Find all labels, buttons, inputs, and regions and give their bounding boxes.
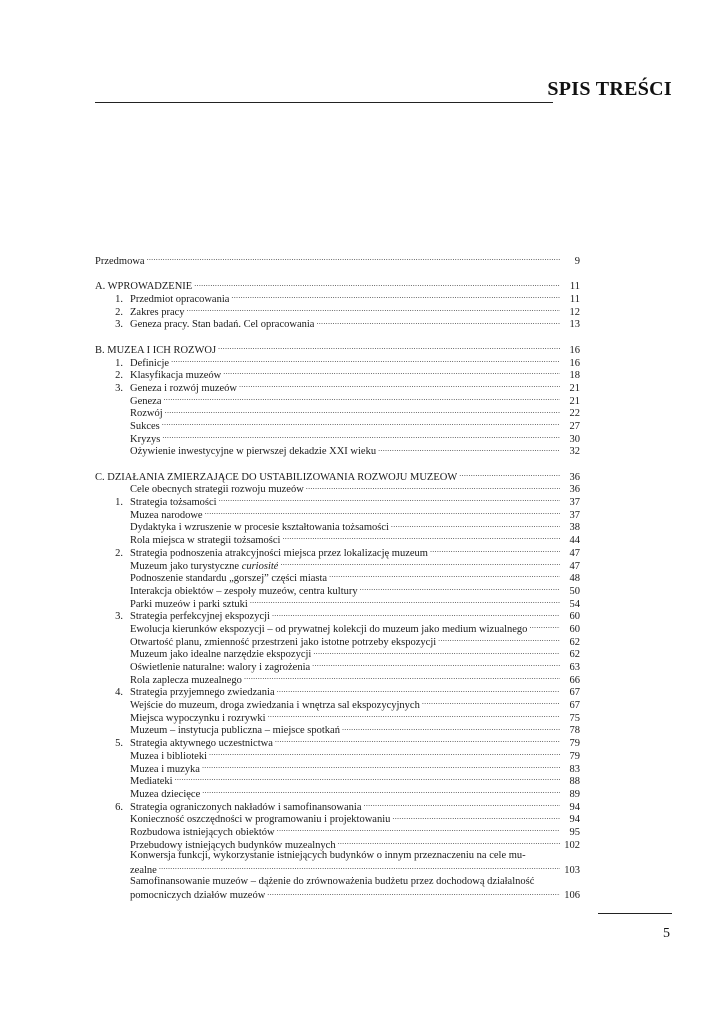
dot-leader bbox=[459, 470, 560, 480]
toc-entry[interactable] bbox=[95, 495, 580, 508]
toc-entry[interactable] bbox=[95, 482, 580, 495]
toc-entry-text: Oświetlenie naturalne: walory i zagrożenia bbox=[130, 662, 311, 673]
toc-entry-label bbox=[130, 535, 280, 548]
toc-entry-label bbox=[130, 599, 248, 612]
toc-entry[interactable] bbox=[95, 394, 580, 407]
toc-entry-text: Strategia ograniczonych nakładów i samofinansowania bbox=[130, 801, 362, 813]
dot-leader bbox=[277, 685, 560, 695]
toc-entry[interactable] bbox=[95, 736, 580, 749]
toc-entry-text: Interakcja obiektów – zespoły muzeów, centra kultury bbox=[130, 585, 358, 597]
toc-entry-label bbox=[130, 751, 207, 764]
toc-entry-text: Muzeum – instytucja publiczna – miejsce spotkań bbox=[130, 725, 340, 737]
toc-entry-page: 16 bbox=[569, 344, 580, 356]
toc-entry[interactable] bbox=[95, 432, 580, 445]
toc-entry-text: zealne bbox=[130, 865, 157, 876]
toc-entry-page: 75 bbox=[569, 712, 580, 724]
toc-entry-page: 50 bbox=[569, 585, 580, 597]
dot-leader bbox=[342, 723, 560, 733]
toc-entry-number: 2. bbox=[115, 547, 123, 559]
toc-entry-text: Muzea dziecięce bbox=[130, 788, 201, 800]
toc-entry-text: Klasyfikacja muzeów bbox=[130, 370, 222, 382]
toc-entry-text: Strategia podnoszenia atrakcyjności miejsca przez lokalizację muzeum bbox=[130, 547, 428, 559]
header-rule bbox=[95, 102, 553, 103]
toc-entry-label bbox=[130, 510, 203, 523]
toc-entry-text: Przebudowy istniejących budynków muzealnych bbox=[130, 839, 336, 851]
toc-entry-text: Sukces bbox=[130, 420, 160, 432]
toc-entry-page: 36 bbox=[569, 484, 580, 496]
toc-entry-italic: curiosité bbox=[241, 560, 279, 572]
toc-entry-label bbox=[130, 446, 376, 459]
toc-entry-page: 30 bbox=[569, 433, 580, 445]
table-of-contents bbox=[95, 254, 580, 901]
toc-entry-text: Parki muzeów i parki sztuki bbox=[130, 598, 248, 610]
toc-entry[interactable] bbox=[95, 749, 580, 762]
dot-leader bbox=[272, 609, 560, 619]
toc-entry-label bbox=[130, 890, 265, 903]
dot-leader bbox=[438, 635, 560, 645]
toc-entry-label bbox=[130, 319, 314, 332]
toc-entry-text: Geneza bbox=[130, 395, 162, 407]
dot-leader bbox=[219, 495, 560, 505]
toc-entry-text: Przedmiot opracowania bbox=[130, 294, 230, 306]
toc-entry-text: Otwartość planu, zmienność przestrzeni jako istotne potrzeby ekspozycji bbox=[130, 636, 437, 648]
toc-entry-text: Wejście do muzeum, droga zwiedzania i wnętrza sal ekspozycyjnych bbox=[130, 700, 420, 712]
toc-entry-page: 89 bbox=[569, 788, 580, 800]
toc-entry[interactable] bbox=[95, 343, 580, 356]
toc-entry-label bbox=[130, 573, 327, 586]
dot-leader bbox=[250, 597, 560, 607]
toc-entry[interactable] bbox=[95, 470, 580, 483]
toc-entry[interactable] bbox=[95, 698, 580, 711]
toc-entry-page: 67 bbox=[569, 700, 580, 712]
toc-entry-page: 36 bbox=[569, 471, 580, 483]
toc-entry-number: 3. bbox=[115, 319, 123, 331]
toc-entry[interactable] bbox=[95, 419, 580, 432]
dot-leader bbox=[280, 559, 560, 569]
toc-entry-page: 94 bbox=[569, 814, 580, 826]
toc-entry-number: 6. bbox=[115, 801, 123, 813]
toc-entry-text: Podnoszenie standardu „gorszej” części miasta bbox=[130, 573, 328, 585]
toc-entry-text: B. MUZEA I ICH ROZWÓJ bbox=[95, 344, 217, 356]
toc-entry-line: Samofinansowanie muzeów – dążenie do zrównoważenia budżetu przez dochodową działalność bbox=[130, 875, 535, 887]
toc-entry-page: 88 bbox=[569, 776, 580, 788]
dot-leader bbox=[231, 292, 560, 302]
dot-leader bbox=[187, 305, 560, 315]
toc-entry-label bbox=[130, 561, 278, 574]
toc-entry-label bbox=[130, 687, 275, 700]
toc-entry-text: Przedmowa bbox=[95, 256, 145, 267]
toc-entry-text: Rozbudowa istniejących obiektów bbox=[130, 826, 275, 838]
toc-entry-label bbox=[130, 307, 185, 320]
toc-entry-label bbox=[130, 370, 221, 383]
toc-entry-page: 13 bbox=[569, 319, 580, 331]
toc-entry-label bbox=[130, 434, 160, 447]
toc-entry[interactable] bbox=[95, 533, 580, 546]
toc-entry-page: 21 bbox=[569, 395, 580, 407]
toc-entry-label bbox=[130, 649, 311, 662]
toc-entry-label bbox=[130, 611, 270, 624]
toc-entry[interactable] bbox=[95, 444, 580, 457]
toc-entry-page: 78 bbox=[569, 725, 580, 737]
toc-entry-text: Rola miejsca w strategii tożsamości bbox=[130, 535, 281, 547]
toc-entry-number: 1. bbox=[115, 357, 123, 369]
dot-leader bbox=[165, 406, 560, 416]
toc-entry[interactable] bbox=[95, 812, 580, 825]
toc-entry-page: 16 bbox=[569, 357, 580, 369]
toc-entry[interactable] bbox=[95, 762, 580, 775]
toc-entry-page: 95 bbox=[569, 826, 580, 838]
toc-entry-label bbox=[95, 256, 145, 269]
toc-entry-text: Definicje bbox=[130, 357, 170, 369]
dot-leader bbox=[147, 254, 560, 264]
dot-leader bbox=[218, 343, 560, 353]
toc-entry-label bbox=[130, 802, 362, 815]
dot-leader bbox=[267, 888, 560, 898]
dot-leader bbox=[194, 279, 560, 289]
toc-entry[interactable] bbox=[95, 622, 580, 635]
toc-entry[interactable] bbox=[95, 774, 580, 787]
dot-leader bbox=[159, 863, 560, 873]
toc-entry-page: 38 bbox=[569, 522, 580, 534]
toc-entry[interactable] bbox=[95, 711, 580, 724]
toc-entry-text: Geneza pracy. Stan badań. Cel opracowania bbox=[130, 319, 315, 331]
toc-entry-page: 27 bbox=[569, 420, 580, 432]
dot-leader bbox=[202, 762, 560, 772]
toc-entry-label bbox=[130, 713, 266, 726]
toc-entry-page: 79 bbox=[569, 750, 580, 762]
toc-entry[interactable] bbox=[95, 571, 580, 584]
toc-entry-text: Geneza i rozwój muzeów bbox=[130, 382, 237, 394]
dot-leader bbox=[202, 787, 560, 797]
toc-entry-text: Dydaktyka i wzruszenie w procesie kształtowania tożsamości bbox=[130, 522, 389, 534]
toc-entry-page: 12 bbox=[569, 306, 580, 318]
toc-entry-number: 2. bbox=[115, 370, 123, 382]
toc-entry-text: Miejsca wypoczynku i rozrywki bbox=[130, 712, 266, 724]
toc-entry-page: 79 bbox=[569, 738, 580, 750]
toc-entry-text: Mediateki bbox=[130, 776, 173, 788]
dot-leader bbox=[171, 356, 560, 366]
toc-entry-label bbox=[130, 789, 200, 802]
dot-leader bbox=[430, 546, 560, 556]
toc-entry-page: 44 bbox=[569, 535, 580, 547]
toc-entry-page: 102 bbox=[564, 839, 580, 851]
toc-entry[interactable] bbox=[95, 800, 580, 813]
toc-entry[interactable] bbox=[95, 254, 580, 267]
dot-leader bbox=[275, 736, 560, 746]
dot-leader bbox=[313, 647, 560, 657]
toc-entry[interactable] bbox=[95, 546, 580, 559]
toc-entry-page: 37 bbox=[569, 509, 580, 521]
toc-entry-number: 3. bbox=[115, 382, 123, 394]
toc-entry-page: 11 bbox=[569, 281, 580, 293]
toc-entry-page: 48 bbox=[569, 573, 580, 585]
toc-entry-page: 47 bbox=[569, 560, 580, 572]
dot-leader bbox=[529, 622, 560, 632]
toc-entry[interactable] bbox=[95, 825, 580, 838]
toc-entry[interactable] bbox=[95, 660, 580, 673]
dot-leader bbox=[422, 698, 560, 708]
toc-entry-text: Strategia tożsamości bbox=[130, 497, 217, 509]
dot-leader bbox=[162, 432, 560, 442]
toc-entry[interactable] bbox=[95, 609, 580, 622]
toc-entry-page: 60 bbox=[569, 623, 580, 635]
dot-leader bbox=[244, 673, 560, 683]
toc-entry-text: Rola zaplecza muzealnego bbox=[130, 674, 242, 686]
toc-entry-text: pomocniczych działów muzeów bbox=[130, 890, 266, 902]
dot-leader bbox=[316, 317, 560, 327]
toc-entry-page: 63 bbox=[569, 662, 580, 673]
toc-entry-page: 37 bbox=[569, 497, 580, 509]
toc-entry-number: 1. bbox=[115, 497, 123, 509]
dot-leader bbox=[338, 838, 560, 848]
toc-entry-number: 1. bbox=[115, 294, 123, 306]
toc-entry-page: 103 bbox=[564, 865, 580, 876]
toc-entry-label bbox=[130, 358, 169, 371]
toc-entry[interactable] bbox=[95, 520, 580, 533]
toc-entry-page: 94 bbox=[569, 801, 580, 813]
toc-entry[interactable] bbox=[95, 838, 580, 851]
toc-entry[interactable] bbox=[95, 368, 580, 381]
toc-entry-label bbox=[130, 675, 242, 688]
toc-entry-page: 32 bbox=[569, 446, 580, 458]
dot-leader bbox=[162, 419, 560, 429]
dot-leader bbox=[282, 533, 560, 543]
toc-entry-text: Muzea i muzyka bbox=[130, 763, 200, 775]
toc-entry-text: Muzeum jako idealne narzędzie ekspozycji bbox=[130, 649, 312, 661]
toc-entry-page: 47 bbox=[569, 547, 580, 559]
toc-entry[interactable] bbox=[95, 279, 580, 292]
page-number: 5 bbox=[663, 926, 670, 941]
toc-entry-label bbox=[130, 827, 275, 840]
toc-entry[interactable] bbox=[95, 381, 580, 394]
toc-entry-label bbox=[95, 281, 192, 294]
dot-leader bbox=[239, 381, 560, 391]
toc-entry-number: 3. bbox=[115, 611, 123, 623]
dot-leader bbox=[268, 711, 560, 721]
toc-entry-number: 5. bbox=[115, 738, 123, 750]
toc-entry-text: Muzea i biblioteki bbox=[130, 750, 207, 762]
dot-leader bbox=[205, 508, 560, 518]
dot-leader bbox=[312, 660, 560, 670]
toc-entry[interactable] bbox=[95, 635, 580, 648]
toc-entry-label bbox=[130, 408, 163, 421]
dot-leader bbox=[392, 812, 560, 822]
toc-entry-text: Muzeum jako turystyczne bbox=[130, 560, 240, 572]
toc-entry-line: Konwersja funkcji, wykorzystanie istniejących budynków o innym przeznaczeniu na cele mu- bbox=[130, 850, 526, 862]
toc-entry-page: 22 bbox=[569, 408, 580, 420]
toc-entry-text: Ewolucja kierunków ekspozycji – od prywatnej kolekcji do muzeum jako medium wizualnego bbox=[130, 623, 528, 635]
toc-entry-page: 67 bbox=[569, 687, 580, 699]
footer-rule bbox=[598, 913, 672, 914]
toc-entry-page: 21 bbox=[569, 382, 580, 394]
toc-entry-page: 62 bbox=[569, 636, 580, 648]
dot-leader bbox=[223, 368, 560, 378]
toc-gap bbox=[95, 267, 580, 280]
toc-entry[interactable] bbox=[95, 723, 580, 736]
dot-leader bbox=[378, 444, 560, 454]
toc-entry[interactable] bbox=[95, 584, 580, 597]
toc-entry[interactable] bbox=[95, 317, 580, 330]
toc-entry[interactable] bbox=[95, 356, 580, 369]
toc-entry[interactable] bbox=[95, 673, 580, 686]
toc-entry-page: 66 bbox=[569, 674, 580, 686]
toc-entry-label bbox=[130, 396, 161, 409]
dot-leader bbox=[306, 482, 560, 492]
toc-entry-page: 9 bbox=[574, 256, 580, 267]
dot-leader bbox=[277, 825, 560, 835]
toc-entry-page: 106 bbox=[564, 890, 580, 902]
toc-entry[interactable] bbox=[95, 406, 580, 419]
toc-entry-text: Strategia aktywnego uczestnictwa bbox=[130, 738, 273, 750]
toc-entry-page: 54 bbox=[569, 598, 580, 610]
toc-entry[interactable] bbox=[95, 787, 580, 800]
toc-entry-number: 4. bbox=[115, 687, 123, 699]
toc-entry-text: Strategia przyjemnego zwiedzania bbox=[130, 687, 275, 699]
toc-entry-text: Cele obecnych strategii rozwoju muzeów bbox=[130, 484, 304, 496]
toc-entry-text: Ożywienie inwestycyjne w pierwszej dekadzie XXI wieku bbox=[130, 446, 377, 458]
toc-entry-text: Kryzys bbox=[130, 433, 161, 445]
dot-leader bbox=[360, 584, 560, 594]
toc-entry[interactable] bbox=[95, 305, 580, 318]
toc-entry-text: Rozwój bbox=[130, 408, 163, 420]
toc-entry[interactable] bbox=[95, 685, 580, 698]
dot-leader bbox=[209, 749, 560, 759]
toc-entry-text: Muzea narodowe bbox=[130, 509, 203, 521]
dot-leader bbox=[391, 520, 560, 530]
toc-entry-label bbox=[130, 776, 173, 789]
toc-entry-page: 11 bbox=[569, 294, 580, 306]
toc-entry-text: C. DZIAŁANIA ZMIERZAJĄCE DO USTABILIZOWANIA ROZWOJU MUZEÓW bbox=[95, 471, 458, 483]
dot-leader bbox=[364, 800, 560, 810]
page-title: SPIS TREŚCI bbox=[547, 78, 672, 100]
toc-entry[interactable] bbox=[95, 559, 580, 572]
toc-entry-page: 60 bbox=[569, 611, 580, 623]
toc-entry[interactable] bbox=[95, 597, 580, 610]
toc-entry-page: 18 bbox=[569, 370, 580, 382]
toc-entry[interactable] bbox=[95, 863, 580, 876]
toc-entry-text: Strategia perfekcyjnej ekspozycji bbox=[130, 611, 270, 623]
dot-leader bbox=[175, 774, 560, 784]
dot-leader bbox=[329, 571, 560, 581]
toc-entry-label bbox=[130, 421, 160, 434]
toc-entry-text: A. WPROWADZENIE bbox=[95, 281, 193, 293]
toc-entry[interactable] bbox=[95, 508, 580, 521]
toc-entry-text: Konieczność oszczędności w programowaniu i projektowaniu bbox=[130, 814, 391, 826]
dot-leader bbox=[163, 394, 560, 404]
toc-entry-number: 2. bbox=[115, 306, 123, 318]
toc-entry[interactable] bbox=[95, 888, 580, 901]
toc-entry[interactable] bbox=[95, 647, 580, 660]
toc-entry-page: 83 bbox=[569, 763, 580, 775]
toc-entry-page: 62 bbox=[569, 649, 580, 661]
toc-entry-text: Zakres pracy bbox=[130, 306, 185, 318]
toc-entry[interactable] bbox=[95, 292, 580, 305]
